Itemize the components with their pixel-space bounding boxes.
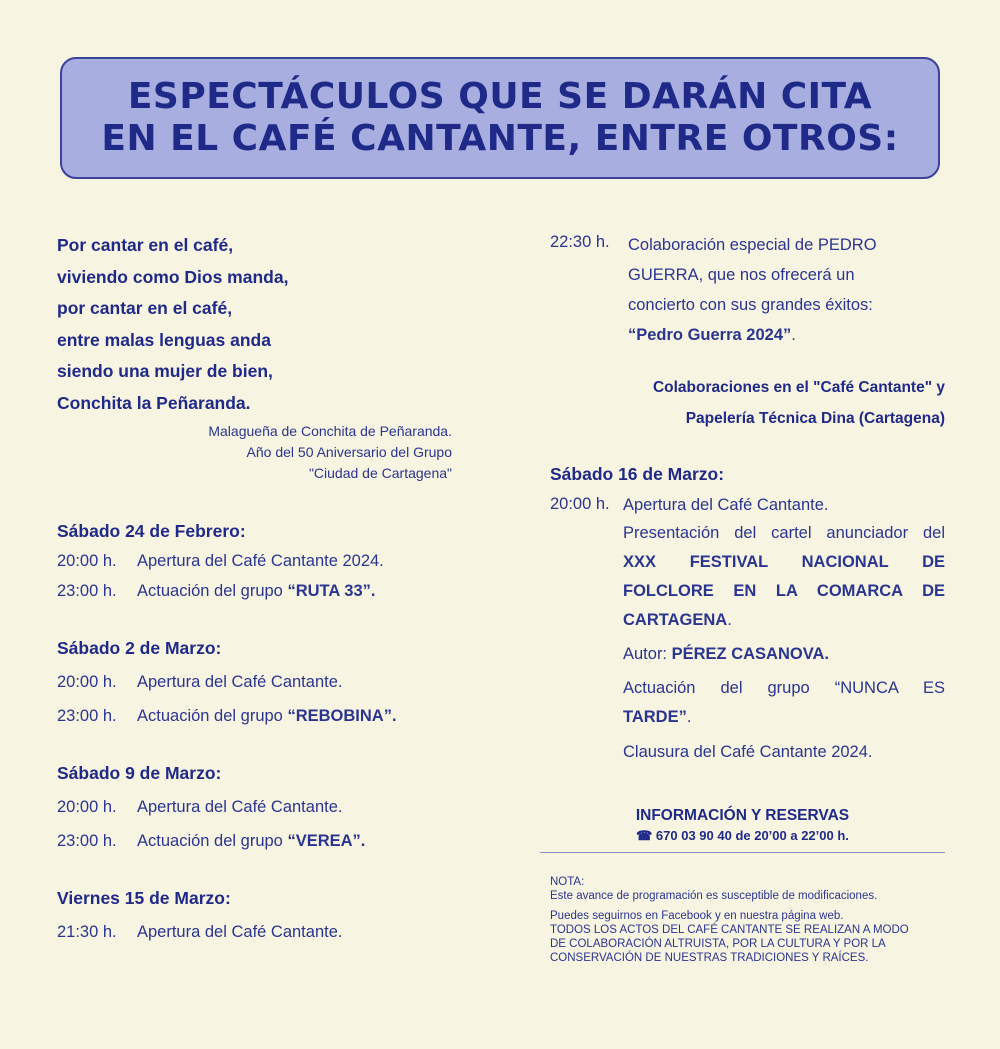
pedro-guerra-block: [550, 230, 945, 350]
note-label: NOTA:: [550, 876, 585, 888]
event-time: 20:00 h.: [57, 798, 117, 816]
poem: [57, 230, 457, 419]
poem-line: entre malas lenguas anda: [57, 329, 271, 350]
concert-name: “Pedro Guerra 2024”: [628, 326, 792, 344]
autor-label: Autor:: [623, 645, 672, 663]
disclaimer-line: DE COLABORACIÓN ALTRUISTA, POR LA CULTURA Y POR LA: [550, 938, 886, 950]
event-day-block: [57, 636, 457, 728]
caption-line: Año del 50 Aniversario del Grupo: [246, 444, 452, 460]
event-text: Actuación del grupo: [137, 832, 288, 850]
event-time: 23:00 h.: [57, 582, 117, 600]
caption-line: Malagueña de Conchita de Peñaranda.: [208, 423, 452, 439]
poem-line: Por cantar en el café,: [57, 235, 234, 255]
collab-line: Papelería Técnica Dina (Cartagena): [685, 410, 945, 427]
phone-text: 670 03 90 40 de 20’00 a 22’00 h.: [655, 828, 849, 843]
band-name: TARDE”: [623, 708, 687, 726]
event-text: Actuación del grupo: [137, 707, 288, 725]
event-day-title: Viernes 15 de Marzo:: [57, 888, 231, 908]
pedro-line: GUERRA, que nos ofrecerá un: [628, 266, 855, 284]
right-column: [550, 230, 945, 965]
event-time: 21:30 h.: [57, 923, 117, 941]
festival-suffix: .: [727, 611, 732, 629]
festival-line: FOLCLORE EN LA COMARCA DE: [623, 582, 945, 600]
event-day-block: [550, 462, 945, 767]
band-name: “REBOBINA”.: [287, 707, 397, 725]
event-time: 22:30 h.: [550, 233, 610, 251]
caption-line: "Ciudad de Cartagena": [308, 465, 452, 481]
event-time: 20:00 h.: [550, 495, 610, 513]
event-text: Apertura del Café Cantante.: [623, 496, 829, 514]
left-column: [57, 230, 457, 944]
event-day-title: Sábado 9 de Marzo:: [57, 763, 222, 783]
banner-title-line-1: ESPECTÁCULOS QUE SE DARÁN CITA: [127, 76, 873, 117]
actuacion-line: Actuación del grupo “NUNCA ES: [623, 679, 945, 697]
event-row: [57, 549, 457, 573]
event-day-block: [57, 519, 457, 603]
event-text: Apertura del Café Cantante.: [137, 798, 343, 816]
banner-title-line-2: EN EL CAFÉ CANTANTE, ENTRE OTROS:: [101, 118, 899, 159]
event-row: [57, 579, 457, 603]
event-day-block: [57, 761, 457, 853]
event-text: Actuación del grupo: [137, 582, 288, 600]
follow-text: Puedes seguirnos en Facebook y en nuestra página web.: [550, 910, 844, 922]
event-row: [57, 920, 457, 944]
event-row: [57, 704, 457, 728]
band-name: “RUTA 33”.: [287, 582, 376, 600]
collab-line: Colaboraciones en el "Café Cantante" y: [652, 379, 945, 396]
event-text: Apertura del Café Cantante 2024.: [137, 552, 384, 570]
poem-line: por cantar en el café,: [57, 298, 233, 318]
event-day-title: Sábado 16 de Marzo:: [550, 464, 725, 484]
event-text: Presentación del cartel anunciador del: [623, 524, 945, 542]
pedro-line: concierto con sus grandes éxitos:: [628, 296, 873, 314]
note-text: Este avance de programación es susceptible de modificaciones.: [550, 890, 878, 902]
disclaimer-line: CONSERVACIÓN DE NUESTRAS TRADICIONES Y RAÍCES.: [550, 952, 869, 964]
event-row: [57, 670, 457, 694]
band-name: “VEREA”.: [287, 832, 366, 850]
festival-line: XXX FESTIVAL NACIONAL DE: [623, 553, 945, 571]
band-suffix: .: [686, 708, 692, 726]
title-banner: [60, 57, 940, 179]
info-title: INFORMACIÓN Y RESERVAS: [635, 807, 850, 824]
festival-line: CARTAGENA: [623, 611, 728, 629]
poem-line: viviendo como Dios manda,: [57, 266, 289, 287]
event-row: [57, 795, 457, 819]
event-day-title: Sábado 2 de Marzo:: [57, 638, 222, 658]
poem-caption: [57, 421, 457, 484]
info-block: [540, 805, 945, 853]
event-text: Apertura del Café Cantante.: [137, 673, 343, 691]
event-time: 23:00 h.: [57, 707, 117, 725]
note-block: [550, 875, 945, 965]
event-time: 20:00 h.: [57, 673, 117, 691]
autor-name: PÉREZ CASANOVA.: [671, 645, 829, 663]
poem-line: siendo una mujer de bien,: [57, 361, 273, 381]
event-text: Apertura del Café Cantante.: [137, 923, 343, 941]
event-time: 20:00 h.: [57, 552, 117, 570]
disclaimer-line: TODOS LOS ACTOS DEL CAFÉ CANTANTE SE REALIZAN A MODO: [550, 924, 909, 936]
event-time: 23:00 h.: [57, 832, 117, 850]
event-day-block: [57, 886, 457, 944]
pedro-line: Colaboración especial de PEDRO: [628, 236, 877, 254]
concert-suffix: .: [791, 326, 796, 344]
event-row: [57, 829, 457, 853]
event-day-title: Sábado 24 de Febrero:: [57, 521, 246, 541]
collaborations: [550, 372, 945, 434]
event-text: Clausura del Café Cantante 2024.: [623, 743, 873, 761]
phone-icon: ☎: [636, 828, 653, 843]
phone-line: [540, 826, 945, 846]
poem-line: Conchita la Peñaranda.: [57, 392, 251, 413]
